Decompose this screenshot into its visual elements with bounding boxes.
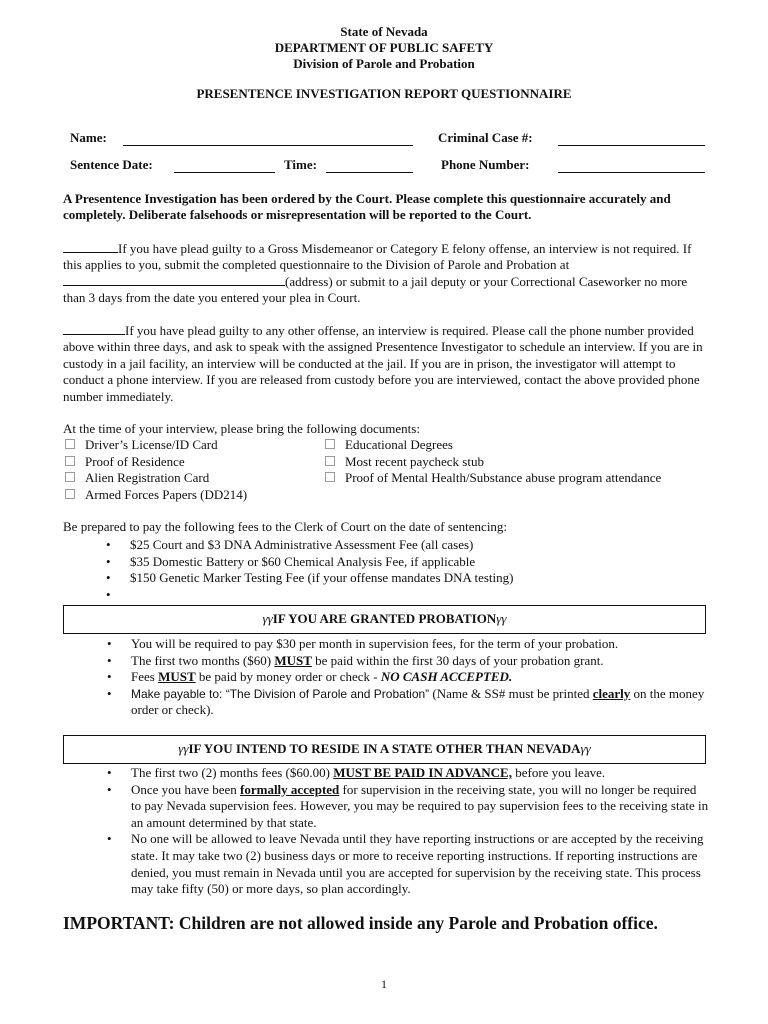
doc-checkbox-alien-registration[interactable]: Alien Registration Card [65, 470, 209, 486]
checkbox-icon [65, 472, 75, 482]
list-item: • No one will be allowed to leave Nevada until they have reporting instructions or are accepted by the receiving state. It may take two (2) business days or more to receive reporting instructions. If reporting instructions are denied, you must remain in Nevada until you are accepted for supervision by the receiving state. This process may take fifty (50) or more days, so plan accordingly. [107, 831, 704, 897]
time-field[interactable] [326, 172, 413, 173]
gamma-symbol-icon: γγ [262, 611, 273, 626]
documents-intro: At the time of your interview, please bring the following documents: [63, 421, 420, 436]
sentence-date-field[interactable] [174, 172, 275, 173]
list-item: • $35 Domestic Battery or $60 Chemical Analysis Fee, if applicable [106, 553, 476, 569]
gamma-symbol-icon: γγ [580, 741, 591, 756]
doc-checkbox-paycheck-stub[interactable]: Most recent paycheck stub [325, 454, 484, 470]
bullet-icon: • [107, 831, 112, 847]
criminal-case-field[interactable] [558, 145, 705, 146]
bullet-icon: • [107, 685, 112, 701]
fees-intro: Be prepared to pay the following fees to the Clerk of Court on the date of sentencing: [63, 519, 508, 534]
out-of-state-banner: γγIF YOU INTEND TO RESIDE IN A STATE OTHER THAN NEVADAγγ [63, 735, 706, 764]
para2-text: If you have plead guilty to any other offense, an interview is required. Please call the phone number provided above within three days, and ask to speak with the assigned Presentence Investigator to schedule an interview. If you are in custody in a jail facility, an interview will be conducted at the jail. If you are in prison, the investigator will attempt to conduct a phone interview. If you are released from custody before you are interviewed, contact the above provided phone number immediately. [63, 323, 703, 404]
list-item: • $25 Court and $3 DNA Administrative Assessment Fee (all cases) [106, 537, 474, 552]
checkbox-icon [325, 456, 335, 466]
gamma-symbol-icon: γγ [178, 741, 189, 756]
important-notice: IMPORTANT: Children are not allowed inside any Parole and Probation office. [63, 913, 658, 933]
list-item: • You will be required to pay $30 per month in supervision fees, for the term of your probation. [107, 636, 619, 651]
sentence-date-label: Sentence Date: [70, 157, 153, 172]
division-heading: Division of Parole and Probation [293, 56, 475, 71]
doc-checkbox-educational-degrees[interactable]: Educational Degrees [325, 437, 453, 453]
bullet-icon: • [106, 586, 111, 602]
phone-number-field[interactable] [558, 172, 705, 173]
doc-checkbox-proof-of-residence[interactable]: Proof of Residence [65, 454, 185, 470]
bullet-icon: • [107, 669, 112, 685]
state-heading: State of Nevada [340, 24, 428, 39]
document-title: PRESENTENCE INVESTIGATION REPORT QUESTIONNAIRE [196, 86, 572, 101]
fees-list [106, 537, 710, 603]
phone-number-label: Phone Number: [441, 157, 530, 172]
checkbox-icon [325, 472, 335, 482]
para1-text-b: (address) or submit to a jail deputy or your Correctional Caseworker no more than 3 days from the date you entered your plea in Court. [63, 273, 688, 306]
list-item: • Fees MUST be paid by money order or check - NO CASH ACCEPTED. [107, 669, 513, 685]
name-field[interactable] [123, 145, 413, 146]
bullet-icon: • [106, 570, 111, 586]
checkbox-icon [65, 439, 75, 449]
department-heading: DEPARTMENT OF PUBLIC SAFETY [274, 40, 494, 55]
checkoff-blank-1[interactable] [63, 241, 118, 253]
bullet-icon: • [107, 765, 112, 780]
gross-misdemeanor-paragraph [63, 241, 708, 307]
other-offense-paragraph [63, 323, 708, 405]
doc-checkbox-drivers-license[interactable]: Driver’s License/ID Card [65, 437, 218, 453]
checkoff-blank-2[interactable] [63, 323, 125, 335]
list-item: • Once you have been formally accepted for supervision in the receiving state, you will no longer be required to pay Nevada supervision fees. However, you may be required to pay supervision fees to the receiving state in an amount determined by that state. [107, 781, 709, 830]
checkbox-icon [325, 439, 335, 449]
list-item: • Make payable to: “The Division of Parole and Probation” (Name & SS# must be printed clearly on the money order or check). [107, 685, 705, 718]
checkbox-icon [65, 456, 75, 466]
address-blank[interactable] [63, 274, 285, 286]
time-label: Time: [284, 157, 317, 172]
bullet-icon: • [106, 553, 111, 569]
doc-checkbox-mental-health[interactable]: Proof of Mental Health/Substance abuse program attendance [325, 470, 661, 486]
checkbox-icon [65, 489, 75, 499]
out-of-state-list [107, 765, 709, 898]
bullet-icon: • [107, 652, 112, 668]
criminal-case-label: Criminal Case #: [438, 130, 533, 145]
probation-banner: γγIF YOU ARE GRANTED PROBATIONγγ [63, 605, 706, 634]
bullet-icon: • [107, 781, 112, 797]
doc-checkbox-armed-forces[interactable]: Armed Forces Papers (DD214) [65, 487, 247, 503]
list-item: • The first two months ($60) MUST be paid within the first 30 days of your probation grant. [107, 652, 604, 668]
list-item: • The first two (2) months fees ($60.00) MUST BE PAID IN ADVANCE, before you leave. [107, 765, 606, 780]
bullet-icon: • [106, 537, 111, 552]
probation-list [107, 636, 709, 719]
bullet-icon: • [107, 636, 112, 651]
list-item: • $150 Genetic Marker Testing Fee (if your offense mandates DNA testing) [106, 570, 514, 586]
name-label: Name: [70, 130, 107, 145]
intro-paragraph: A Presentence Investigation has been ordered by the Court. Please complete this questionnaire accurately and completely. Deliberate falsehoods or misrepresentation will be reported to the Court. [63, 191, 671, 223]
gamma-symbol-icon: γγ [496, 611, 507, 626]
list-item [106, 586, 710, 604]
page-number: 1 [381, 977, 387, 991]
para1-text-a: If you have plead guilty to a Gross Misdemeanor or Category E felony offense, an interview is not required. If this applies to you, submit the completed questionnaire to the Division of Parole and Probation at [63, 241, 692, 273]
